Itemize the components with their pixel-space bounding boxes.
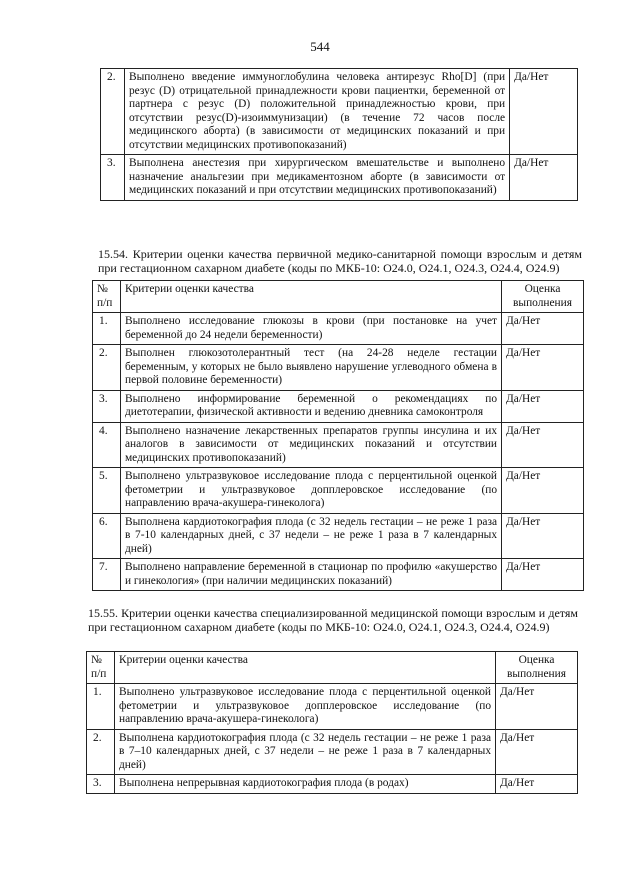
criterion-text: Выполнен глюкозотолерантный тест (на 24-28 неделе гестации беременным, у которых не было выявлено нарушение углеводного обмена в первой половине беременности) — [120, 345, 501, 391]
assessment-value: Да/Нет — [502, 313, 584, 345]
criterion-text: Выполнено ультразвуковое исследование плода с перцентильной оценкой фетометрии и ультразвуковое допплеровское исследование (по направлению врача-акушера-гинеколога) — [114, 684, 495, 730]
criterion-text: Выполнено назначение лекарственных препаратов группы инсулина и их аналогов в зависимости от медицинских показаний и отсутствии медицинских противопоказаний) — [120, 422, 501, 468]
criterion-text: Выполнено введение иммуноглобулина человека антирезус Rho[D] (при резус (D) отрицательной принадлежности крови пациентки, беременной от партнера с резус (D) положительной принадлежностью крови, при отсутствии резус(D)-изоиммунизации) (в течение 72 часов после медицинского аборта) (в зависимости от медицинских показаний и при отсутствии медицинских противопоказаний) — [124, 69, 509, 155]
criterion-text: Выполнено направление беременной в стационар по профилю «акушерство и гинекология» (при наличии медицинских показаний) — [120, 559, 501, 591]
header-number: № п/п — [93, 281, 121, 313]
criterion-text: Выполнено исследование глюкозы в крови (при постановке на учет беременной до 24 недели беременности) — [120, 313, 501, 345]
table-row — [87, 729, 578, 775]
row-number: 7. — [93, 559, 121, 591]
assessment-value: Да/Нет — [502, 390, 584, 422]
table-row — [93, 345, 584, 391]
header-assessment: Оценка выполнения — [502, 281, 584, 313]
criteria-table-top — [100, 68, 578, 201]
criterion-text: Выполнена непрерывная кардиотокография плода (в родах) — [114, 775, 495, 794]
row-number: 3. — [93, 390, 121, 422]
row-number: 6. — [93, 513, 121, 559]
row-number: 3. — [101, 155, 125, 201]
row-number: 3. — [87, 775, 115, 794]
row-number: 2. — [93, 345, 121, 391]
row-number: 1. — [87, 684, 115, 730]
table-row — [87, 775, 578, 794]
table-header-row — [87, 652, 578, 684]
row-number: 2. — [101, 69, 125, 155]
table-row — [101, 69, 578, 155]
criterion-text: Выполнена анестезия при хирургическом вмешательстве и выполнено назначение анальгезии при медикаментозном аборте (в зависимости от медицинских показаний и при отсутствии медицинских противопоказаний) — [124, 155, 509, 201]
table-row — [93, 513, 584, 559]
assessment-value: Да/Нет — [502, 559, 584, 591]
table-row — [101, 155, 578, 201]
table-row — [93, 313, 584, 345]
criterion-text: Выполнена кардиотокография плода (с 32 недель гестации – не реже 1 раза в 7-10 календарных дней, с 37 недели – не реже 1 раза в 7 календарных дней) — [120, 513, 501, 559]
assessment-value: Да/Нет — [510, 155, 578, 201]
row-number: 5. — [93, 468, 121, 514]
assessment-value: Да/Нет — [510, 69, 578, 155]
assessment-value: Да/Нет — [502, 345, 584, 391]
criterion-text: Выполнено ультразвуковое исследование плода с перцентильной оценкой фетометрии и ультразвуковое допплеровское исследование (по направлению врача-акушера-гинеколога) — [120, 468, 501, 514]
header-criteria: Критерии оценки качества — [114, 652, 495, 684]
table-row — [93, 559, 584, 591]
assessment-value: Да/Нет — [502, 513, 584, 559]
criterion-text: Выполнено информирование беременной о рекомендациях по диетотерапии, физической активности и ведению дневника самоконтроля — [120, 390, 501, 422]
page-number: 544 — [310, 39, 330, 54]
table-row — [93, 468, 584, 514]
section-heading-15-55: 15.55. Критерии оценки качества специализированной медицинской помощи взрослым и детям при гестационном сахарном диабете (коды по МКБ-10: O24.0, O24.1, O24.3, O24.4, O24.9) — [88, 606, 578, 634]
section-heading-15-54: 15.54. Критерии оценки качества первичной медико-санитарной помощи взрослым и детям при гестационном сахарном диабете (коды по МКБ-10: O24.0, O24.1, O24.3, O24.4, O24.9) — [98, 247, 582, 275]
header-assessment: Оценка выполнения — [496, 652, 578, 684]
criteria-table-15-54 — [92, 280, 584, 591]
assessment-value: Да/Нет — [496, 729, 578, 775]
header-criteria: Критерии оценки качества — [120, 281, 501, 313]
table-header-row — [93, 281, 584, 313]
assessment-value: Да/Нет — [496, 775, 578, 794]
row-number: 4. — [93, 422, 121, 468]
assessment-value: Да/Нет — [496, 684, 578, 730]
table-row — [93, 390, 584, 422]
assessment-value: Да/Нет — [502, 468, 584, 514]
row-number: 2. — [87, 729, 115, 775]
criterion-text: Выполнена кардиотокография плода (с 32 недель гестации – не реже 1 раза в 7–10 календарных дней, с 37 недели – не реже 1 раза в 7 календарных дней) — [114, 729, 495, 775]
header-number: № п/п — [87, 652, 115, 684]
row-number: 1. — [93, 313, 121, 345]
assessment-value: Да/Нет — [502, 422, 584, 468]
table-row — [93, 422, 584, 468]
table-row — [87, 684, 578, 730]
criteria-table-15-55 — [86, 651, 578, 794]
